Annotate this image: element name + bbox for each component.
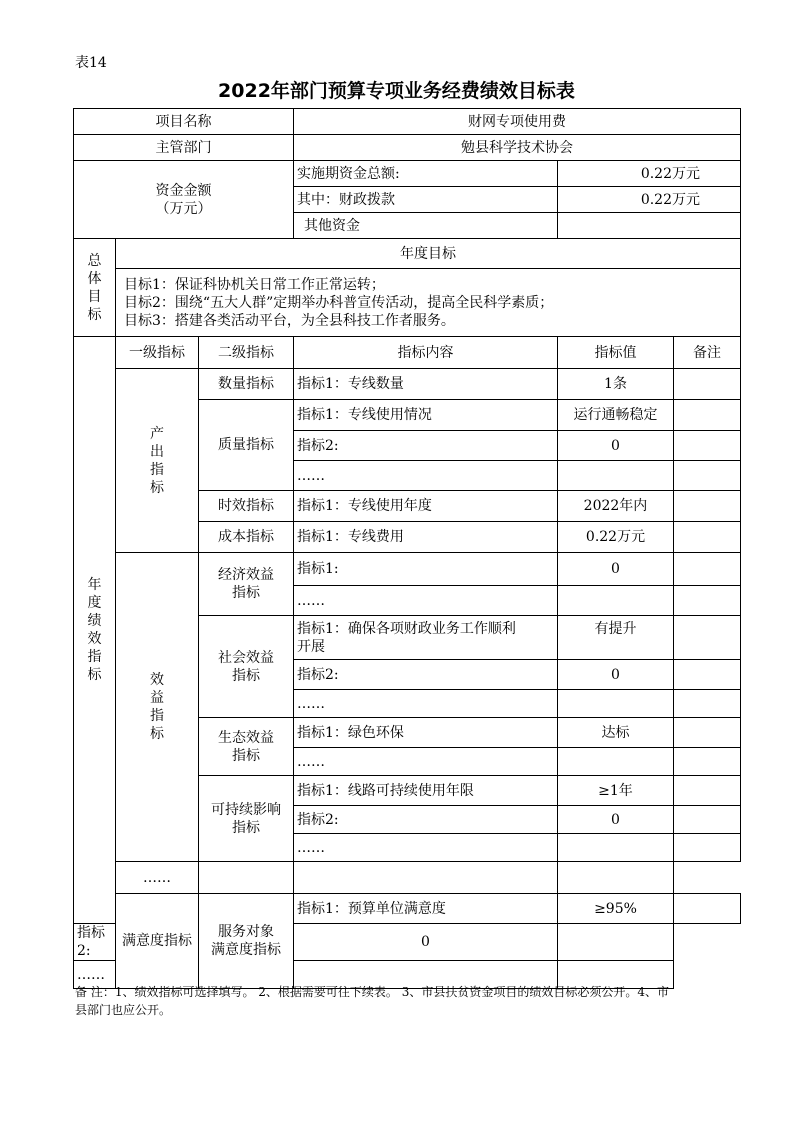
indicator-content: …… <box>294 834 558 862</box>
overall-label-char: 标 <box>87 306 102 323</box>
project-value: 财网专项使用费 <box>294 109 741 135</box>
indicator-content: 指标1：预算单位满意度 <box>294 894 558 924</box>
indicator-value: 0 <box>558 806 674 834</box>
sustainable-impact-label-line: 指标 <box>232 819 260 836</box>
indicator-value <box>558 690 674 718</box>
indicator-remark <box>674 400 741 431</box>
table-row <box>74 553 741 586</box>
indicator-value <box>558 586 674 616</box>
output-label-char: 产 <box>150 425 164 442</box>
indicator-remark <box>674 894 741 924</box>
social-benefit-label-line: 指标 <box>232 667 260 684</box>
social-benefit-label <box>199 616 294 718</box>
indicator-remark <box>674 806 741 834</box>
satisfaction-indicator-label: 满意度指标 <box>116 894 199 989</box>
indicator-remark <box>674 586 741 616</box>
benefit-label-char: 标 <box>150 726 164 742</box>
funds-other-value <box>558 213 741 239</box>
indicator-remark <box>674 369 741 400</box>
ecological-benefit-label-line: 生态效益 <box>218 729 274 746</box>
overall-label <box>74 239 116 337</box>
indicator-value: ≥1年 <box>558 776 674 806</box>
indicator-value: 0 <box>558 660 674 690</box>
indicator-content: …… <box>294 461 558 491</box>
footnote <box>75 983 745 1019</box>
indicator-content-line: 开展 <box>297 638 325 655</box>
indicator-remark <box>674 776 741 806</box>
benefit-label-char: 指 <box>150 708 164 724</box>
funds-label-text: 资金金额 <box>155 182 212 199</box>
sustainable-impact-label <box>199 776 294 862</box>
indicator-value <box>294 862 558 894</box>
output-label-char: 出 <box>150 443 164 460</box>
benefit-label-char: 效 <box>150 672 164 688</box>
indicator-value: 2022年内 <box>558 491 674 522</box>
funds-fiscal-value: 0.22万元 <box>558 187 741 213</box>
output-label-char: 标 <box>150 479 164 496</box>
annual-label-char: 标 <box>87 667 102 683</box>
indicator-remark <box>674 748 741 776</box>
indicator-content: 指标1：专线费用 <box>294 522 558 553</box>
footnote-line-1: 备 注：1、绩效指标可选择填写。 2、根据需要可往下续表。 3、市县扶贫资金项目的绩效目标必须公开。4、市 <box>75 985 669 999</box>
indicator-content <box>199 862 294 894</box>
benefit-label-char: 益 <box>150 690 164 706</box>
output-label-char: 指 <box>150 461 164 478</box>
funds-unit: （万元） <box>155 200 212 217</box>
goal-2: 目标2：围绕“五大人群”定期举办科普宣传活动，提高全民科学素质； <box>124 294 554 311</box>
indicator-value: 达标 <box>558 718 674 748</box>
annual-label-char: 效 <box>87 631 102 647</box>
annual-label-char: 度 <box>87 595 102 611</box>
indicator-content: 指标1：绿色环保 <box>294 718 558 748</box>
indicator-remark <box>558 862 674 894</box>
funds-other-label: 其他资金 <box>294 213 558 239</box>
indicator-remark <box>674 616 741 660</box>
department-label: 主管部门 <box>74 135 294 161</box>
table-number: 表14 <box>75 55 107 71</box>
sustainable-impact-label-line: 可持续影响 <box>211 801 281 818</box>
department-value: 勉县科学技术协会 <box>294 135 741 161</box>
indicator-content: 指标1：专线数量 <box>294 369 558 400</box>
indicator-value: 0.22万元 <box>558 522 674 553</box>
performance-target-table <box>73 108 741 989</box>
page-title: 2022年部门预算专项业务经费绩效目标表 <box>218 80 575 102</box>
indicator-remark <box>674 522 741 553</box>
annual-performance-label <box>74 337 116 924</box>
service-satisfaction-label <box>199 894 294 989</box>
table-row <box>74 369 741 400</box>
department-row <box>74 135 741 161</box>
indicator-remark <box>674 690 741 718</box>
social-benefit-label-line: 社会效益 <box>218 649 274 666</box>
funds-total-label: 实施期资金总额: <box>294 161 558 187</box>
quality-indicator-label: 质量指标 <box>199 400 294 491</box>
overall-label-char: 体 <box>87 270 102 287</box>
indicator-content: …… <box>74 961 116 989</box>
indicator-remark <box>674 491 741 522</box>
annual-label-char: 指 <box>87 649 102 665</box>
header-content: 指标内容 <box>294 337 558 369</box>
indicator-content: 指标2: <box>74 924 116 961</box>
indicator-remark <box>674 461 741 491</box>
output-indicator-label <box>116 369 199 553</box>
funds-fiscal-label: 其中：财政拨款 <box>294 187 558 213</box>
cost-indicator-label: 成本指标 <box>199 522 294 553</box>
indicator-value: 运行通畅稳定 <box>558 400 674 431</box>
ecological-benefit-label <box>199 718 294 776</box>
indicator-content: 指标2: <box>294 660 558 690</box>
indicator-content: 指标1：线路可持续使用年限 <box>294 776 558 806</box>
indicator-remark <box>674 553 741 586</box>
indicator-remark <box>674 718 741 748</box>
timeliness-indicator-label: 时效指标 <box>199 491 294 522</box>
benefit-indicator-label <box>116 553 199 862</box>
overall-label-char: 总 <box>87 252 102 269</box>
economic-benefit-label-line: 指标 <box>232 585 260 601</box>
indicator-remark <box>674 431 741 461</box>
indicator-content: 指标1: <box>294 553 558 586</box>
funds-total-value: 0.22万元 <box>558 161 741 187</box>
indicator-value: ≥95% <box>558 894 674 924</box>
indicator-content: …… <box>294 748 558 776</box>
footnote-line-2: 县部门也应公开。 <box>75 1003 172 1017</box>
indicator-remark <box>674 660 741 690</box>
funds-row <box>74 161 741 187</box>
project-label: 项目名称 <box>74 109 294 135</box>
indicator-value: 0 <box>294 924 558 961</box>
indicator-value <box>558 461 674 491</box>
annual-goal-header: 年度目标 <box>116 239 741 269</box>
indicator-content-line: 指标1：确保各项财政业务工作顺利 <box>297 620 516 637</box>
annual-label-char: 绩 <box>87 613 102 629</box>
header-remark: 备注 <box>674 337 741 369</box>
goal-3: 目标3：搭建各类活动平台，为全县科技工作者服务。 <box>124 312 455 329</box>
economic-benefit-label-line: 经济效益 <box>218 567 274 583</box>
indicator-value <box>558 748 674 776</box>
indicator-content: 指标2: <box>294 431 558 461</box>
quantity-indicator-label: 数量指标 <box>199 369 294 400</box>
more-benefit-indicators: …… <box>116 862 199 894</box>
indicator-remark <box>558 924 674 961</box>
funds-label <box>74 161 294 239</box>
indicator-value: 1条 <box>558 369 674 400</box>
service-satisfaction-label-line: 服务对象 <box>218 924 274 940</box>
header-level2: 二级指标 <box>199 337 294 369</box>
table-row <box>74 894 741 924</box>
annual-goals <box>116 269 741 337</box>
ecological-benefit-label-line: 指标 <box>232 747 260 764</box>
service-satisfaction-label-line: 满意度指标 <box>211 942 281 958</box>
overall-label-char: 目 <box>87 288 102 305</box>
indicator-content: 指标1：专线使用情况 <box>294 400 558 431</box>
indicator-value: 有提升 <box>558 616 674 660</box>
indicator-remark <box>674 834 741 862</box>
header-value: 指标值 <box>558 337 674 369</box>
project-row <box>74 109 741 135</box>
goal-1: 目标1：保证科协机关日常工作正常运转； <box>124 276 385 293</box>
table-row <box>74 862 741 894</box>
header-level1: 一级指标 <box>116 337 199 369</box>
indicator-content: 指标1：专线使用年度 <box>294 491 558 522</box>
indicator-header-row <box>74 337 741 369</box>
indicator-value: 0 <box>558 553 674 586</box>
indicator-content: …… <box>294 690 558 718</box>
annual-label-char: 年 <box>87 577 102 593</box>
economic-benefit-label <box>199 553 294 616</box>
indicator-content <box>294 616 558 660</box>
indicator-content: …… <box>294 586 558 616</box>
overall-header-row <box>74 239 741 269</box>
indicator-value: 0 <box>558 431 674 461</box>
indicator-value <box>558 834 674 862</box>
overall-goals-row <box>74 269 741 337</box>
indicator-content: 指标2: <box>294 806 558 834</box>
